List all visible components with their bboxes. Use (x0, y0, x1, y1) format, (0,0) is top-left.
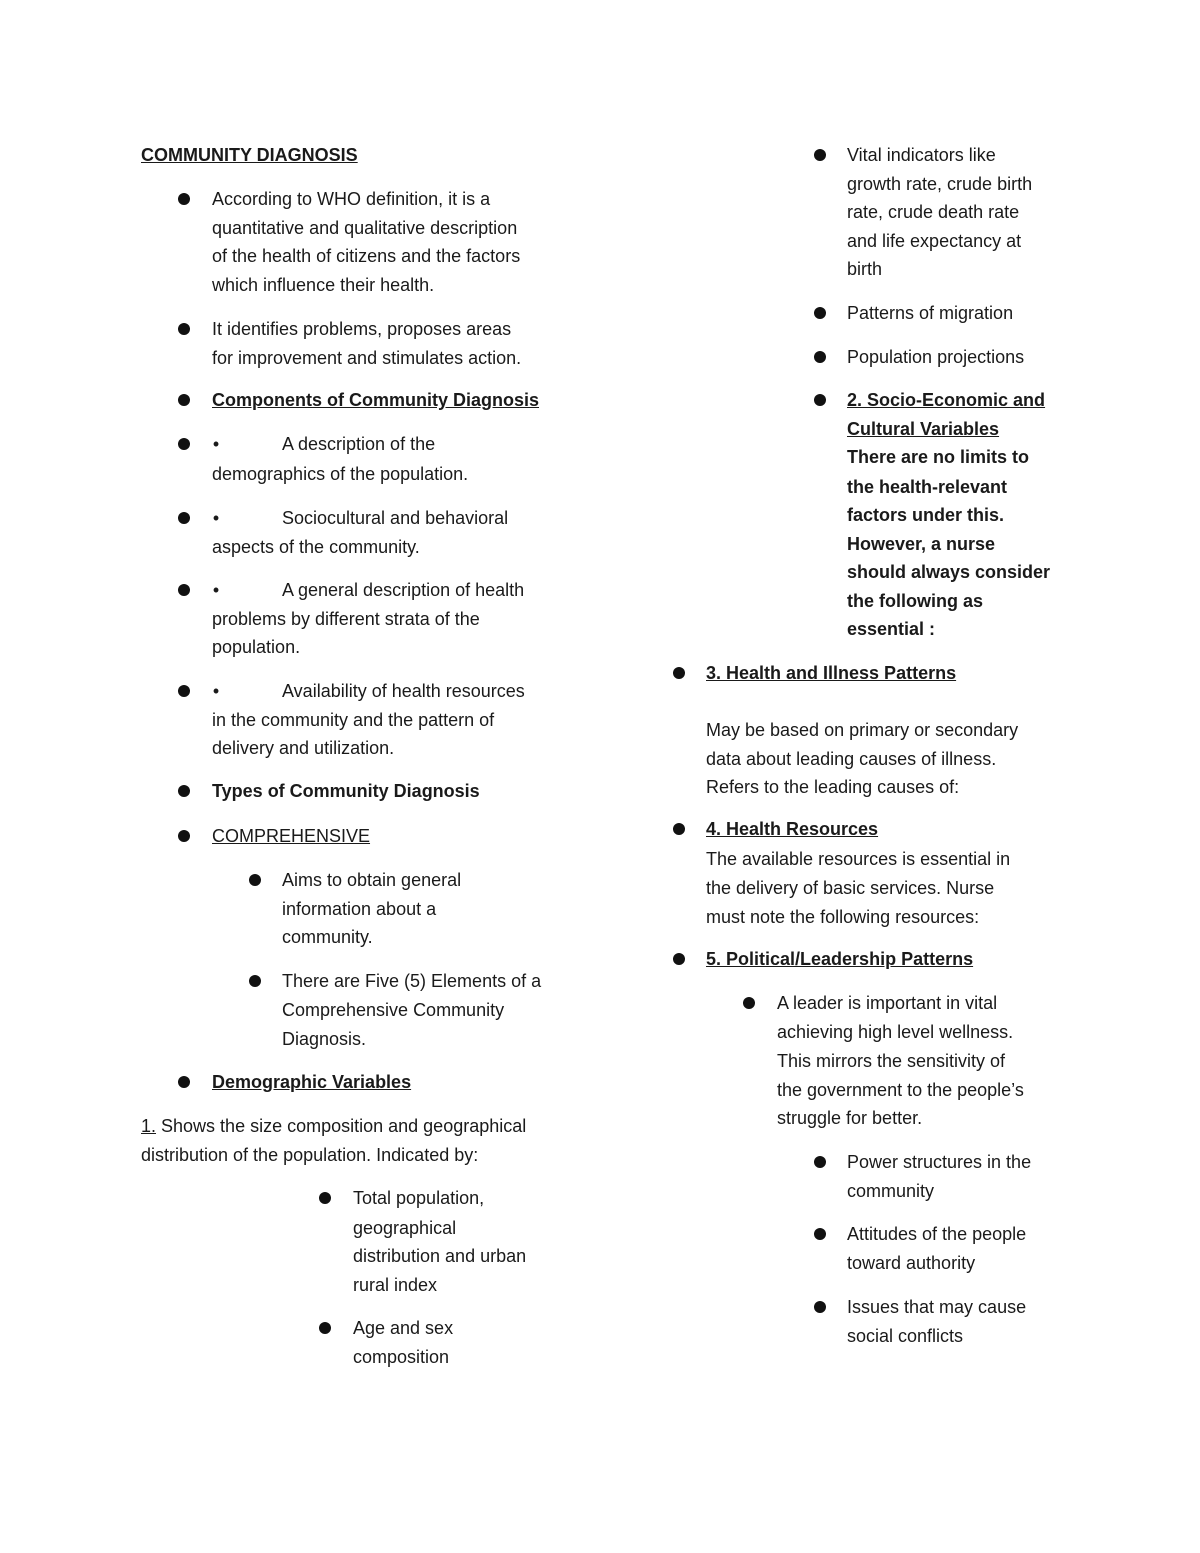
text-span: Availability of health resources (282, 681, 525, 701)
bullet-icon (249, 874, 261, 886)
text-line: Vital indicators like (847, 145, 996, 165)
text-line: essential : (847, 619, 936, 639)
bullet-icon (178, 584, 190, 596)
bullet-icon (814, 307, 826, 319)
text-line: Age and sex (353, 1318, 454, 1338)
bullet-icon (673, 953, 685, 965)
bullet-icon (178, 830, 190, 842)
political-heading: 5. Political/Leadership Patterns (706, 949, 974, 969)
text-line: community. (282, 927, 373, 947)
projections-item: Population projections (847, 347, 1025, 367)
text-line: population. (212, 637, 301, 657)
text-line (212, 504, 508, 533)
text-line: must note the following resources: (706, 906, 980, 927)
text-line: Refers to the leading causes of: (706, 777, 960, 797)
text-line: demographics of the population. (212, 464, 469, 484)
text-line: toward authority (847, 1253, 976, 1273)
bullet-icon (673, 823, 685, 835)
text-line: community (847, 1180, 935, 1201)
text-line: There are no limits to (847, 447, 1030, 467)
bullet-icon (249, 975, 261, 987)
text-line: information about a (282, 898, 437, 919)
text-line (212, 430, 435, 459)
text-line: distribution and urban (353, 1246, 527, 1266)
text-span: A general description of health (282, 580, 525, 600)
text-line: social conflicts (847, 1325, 964, 1346)
bullet-icon (814, 1156, 826, 1168)
components-heading: Components of Community Diagnosis (212, 390, 540, 410)
text-line: problems by different strata of the (212, 608, 480, 629)
text-line: rural index (353, 1274, 438, 1295)
migration-item: Patterns of migration (847, 303, 1014, 323)
bullet-icon (178, 394, 190, 406)
text-line: This mirrors the sensitivity of (777, 1051, 1006, 1071)
text-line: growth rate, crude birth (847, 173, 1033, 194)
text-line: birth (847, 259, 883, 279)
bullet-icon (743, 997, 755, 1009)
bullet-icon (178, 193, 190, 205)
text-line: A leader is important in vital (777, 993, 998, 1013)
text-line: the health-relevant (847, 476, 1008, 497)
text-span: Sociocultural and behavioral (282, 508, 509, 528)
text-line: factors under this. (847, 505, 1005, 525)
text-line: Power structures in the (847, 1152, 1032, 1172)
text-line (141, 1112, 526, 1141)
text-line: Total population, (353, 1188, 485, 1208)
sub-bullet-icon: • (212, 580, 220, 600)
bullet-icon (814, 149, 826, 161)
text-line: According to WHO definition, it is a (212, 189, 491, 209)
text-line: achieving high level wellness. (777, 1022, 1014, 1042)
text-span: Shows the size composition and geographical (161, 1116, 527, 1136)
bullet-icon (814, 1301, 826, 1313)
text-line: Issues that may cause (847, 1297, 1027, 1317)
text-line: Comprehensive Community (282, 999, 505, 1020)
text-line: the following as (847, 590, 984, 611)
number-label: 1. (141, 1116, 157, 1136)
text-line (212, 677, 525, 706)
text-line: Aims to obtain general (282, 870, 462, 890)
bullet-icon (673, 667, 685, 679)
sub-bullet-icon: • (212, 434, 220, 454)
bullet-icon (814, 351, 826, 363)
text-line: May be based on primary or secondary (706, 720, 1019, 740)
bullet-icon (178, 685, 190, 697)
text-line: rate, crude death rate (847, 202, 1020, 222)
bullet-icon (178, 512, 190, 524)
text-line: Attitudes of the people (847, 1224, 1027, 1244)
text-line: should always consider (847, 562, 1051, 582)
sub-bullet-icon: • (212, 681, 220, 701)
text-line (212, 576, 524, 605)
bullet-icon (319, 1322, 331, 1334)
bullet-icon (178, 323, 190, 335)
text-line: distribution of the population. Indicated by: (141, 1144, 479, 1165)
text-line: It identifies problems, proposes areas (212, 319, 512, 339)
bullet-icon (178, 1076, 190, 1088)
text-line: Diagnosis. (282, 1029, 367, 1049)
text-line: aspects of the community. (212, 536, 420, 557)
text-line: the delivery of basic services. Nurse (706, 878, 995, 898)
bullet-icon (178, 785, 190, 797)
sub-bullet-icon: • (212, 508, 220, 528)
health-resources-heading: 4. Health Resources (706, 819, 879, 839)
document-title: COMMUNITY DIAGNOSIS (141, 145, 358, 165)
bullet-icon (814, 1228, 826, 1240)
text-line: of the health of citizens and the factors (212, 246, 521, 266)
socio-heading-line: Cultural Variables (847, 418, 1000, 439)
bullet-icon (319, 1192, 331, 1204)
text-line: geographical (353, 1217, 457, 1238)
text-line: However, a nurse (847, 533, 996, 554)
comprehensive-heading: COMPREHENSIVE (212, 826, 371, 846)
text-line: The available resources is essential in (706, 849, 1011, 869)
health-illness-heading: 3. Health and Illness Patterns (706, 663, 957, 683)
socio-heading-line: 2. Socio-Economic and (847, 390, 1046, 410)
text-line: and life expectancy at (847, 230, 1022, 251)
text-line: which influence their health. (212, 274, 435, 295)
text-line: data about leading causes of illness. (706, 748, 997, 769)
text-line: for improvement and stimulates action. (212, 347, 522, 368)
text-line: delivery and utilization. (212, 738, 395, 758)
text-line: struggle for better. (777, 1108, 923, 1128)
bullet-icon (814, 394, 826, 406)
text-span: A description of the (282, 434, 436, 454)
bullet-icon (178, 438, 190, 450)
text-line: in the community and the pattern of (212, 709, 495, 730)
text-line: composition (353, 1346, 450, 1367)
text-line: the government to the people’s (777, 1079, 1024, 1100)
text-line: quantitative and qualitative description (212, 217, 518, 238)
text-line: There are Five (5) Elements of a (282, 971, 542, 991)
types-heading: Types of Community Diagnosis (212, 781, 480, 801)
demographic-heading: Demographic Variables (212, 1072, 412, 1092)
